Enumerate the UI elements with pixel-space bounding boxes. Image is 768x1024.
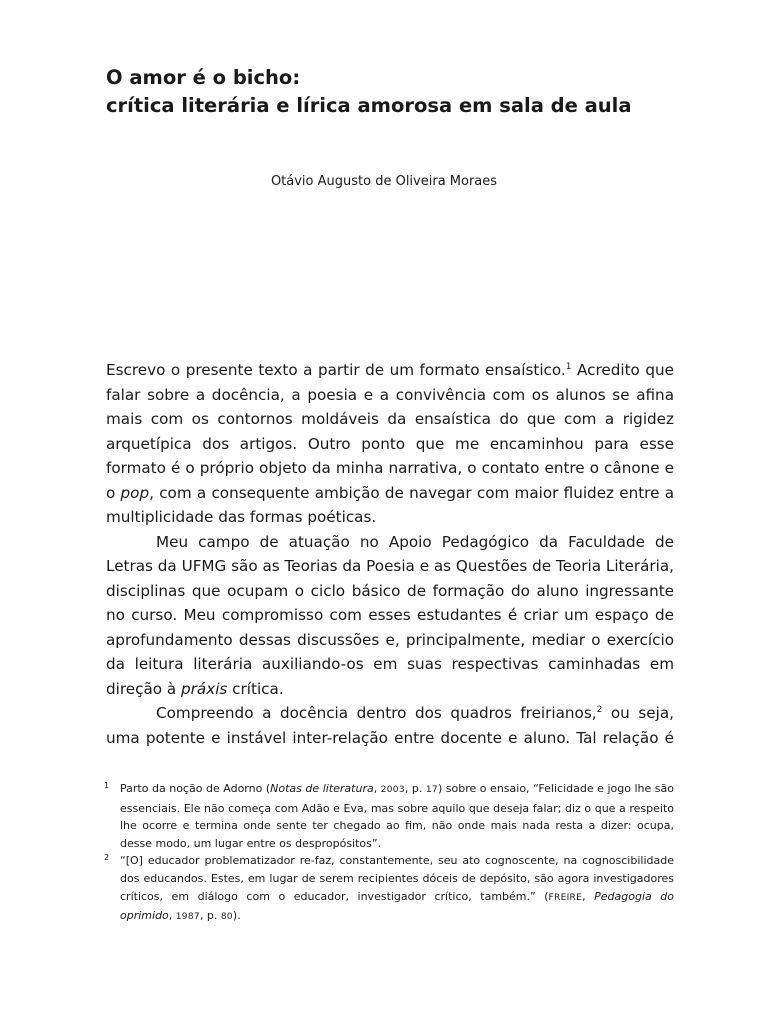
footnote-1-text-a: Parto da noção de Adorno (: [120, 782, 271, 795]
paragraph-1: [106, 358, 674, 530]
footnote-2-page: 80: [220, 912, 233, 923]
paragraph-2: [106, 530, 674, 702]
footnote-2-text-d: , p.: [199, 909, 221, 923]
footnote-2-text-a: “[O] educador problematizador re-faz, constantemente, seu ato cognoscente, na cognoscibilidade dos educandos. Estes, em lugar de serem recipientes dóceis de depósito, são agora investigadores críticos, em diálogo com o educador, investigador crítico, também.” (: [120, 854, 674, 903]
footnote-2-work-title: Pedagogia do oprimido: [120, 889, 675, 923]
footnote-2-author: FREIRE: [548, 892, 583, 903]
paragraph-1-text-a: Escrevo o presente texto a partir de um formato ensaístico.: [106, 361, 566, 379]
footnote-ref-1[interactable]: 1: [565, 361, 572, 372]
footnote-1-number: 1: [104, 781, 110, 790]
footnote-1: [106, 780, 674, 852]
paragraph-1-text-b: Acredito que falar sobre a docência, a poesia e a convivência com os alunos se afina mais com os contornos moldáveis da ensaística do que com a rigidez arquetípica dos artigos. Outro ponto que me encaminhou para esse formato é o próprio objeto da minha narrativa, o contato entre o cânone e o: [106, 361, 674, 502]
footnotes: [106, 780, 674, 927]
paragraph-3: [106, 701, 674, 750]
footnote-2-number: 2: [104, 853, 110, 863]
article-title: [106, 64, 706, 120]
paragraph-3-text-a: Compreendo a docência dentro dos quadros freirianos,: [156, 704, 597, 722]
body-text: [106, 358, 674, 750]
footnote-1-work-title: Notas de literatura: [270, 782, 374, 795]
footnote-ref-2[interactable]: 2: [596, 704, 603, 715]
paragraph-2-text-b: crítica.: [227, 679, 284, 698]
footnote-1-text-b: ,: [373, 782, 381, 795]
paragraph-1-text-c: , com a consequente ambição de navegar com maior fluidez entre a multiplicidade das formas poéticas.: [106, 483, 674, 526]
title-line-2: crítica literária e lírica amorosa em sala de aula: [106, 94, 632, 117]
footnote-1-text-c: , p.: [404, 782, 426, 795]
footnote-2-text-c: ,: [168, 909, 176, 923]
author-line: [0, 173, 768, 191]
footnote-2: [106, 852, 674, 926]
footnote-2-year: 1987: [175, 912, 200, 923]
paragraph-3-text-b: ou seja, uma potente e instável inter-relação entre docente e aluno. Tal relação é: [106, 704, 674, 747]
title-line-1: O amor é o bicho:: [106, 66, 301, 89]
footnote-1-text-d: ) sobre o ensaio, “Felicidade e jogo lhe são essenciais. Ele não começa com Adão e Eva, mas sobre aquilo que deseja falar; diz o que a respeito lhe ocorre e termina onde sente ter chegado ao fim, não onde mais nada resta a dizer: ocupa, desse modo, um lugar entre os despropósitos”.: [120, 782, 674, 850]
paragraph-2-italic-praxis: práxis: [181, 679, 228, 698]
paragraph-1-italic-pop: pop: [120, 483, 150, 502]
footnote-1-page: 17: [425, 785, 438, 795]
footnote-2-text-e: ).: [232, 909, 241, 923]
paragraph-2-text-a: Meu campo de atuação no Apoio Pedagógico da Faculdade de Letras da UFMG são as Teorias da Poesia e as Questões de Teoria Literária, disciplinas que ocupam o ciclo básico de formação do aluno ingressante no curso. Meu compromisso com esses estudantes é criar um espaço de aprofundamento dessas discussões e, principalmente, mediar o exercício da leitura literária auxiliando-os em suas respectivas caminhadas em direção à: [106, 532, 674, 698]
footnote-1-year: 2003: [380, 785, 405, 795]
author-name: Otávio Augusto de Oliveira Moraes: [270, 174, 498, 189]
footnote-2-text-b: ,: [582, 889, 595, 903]
